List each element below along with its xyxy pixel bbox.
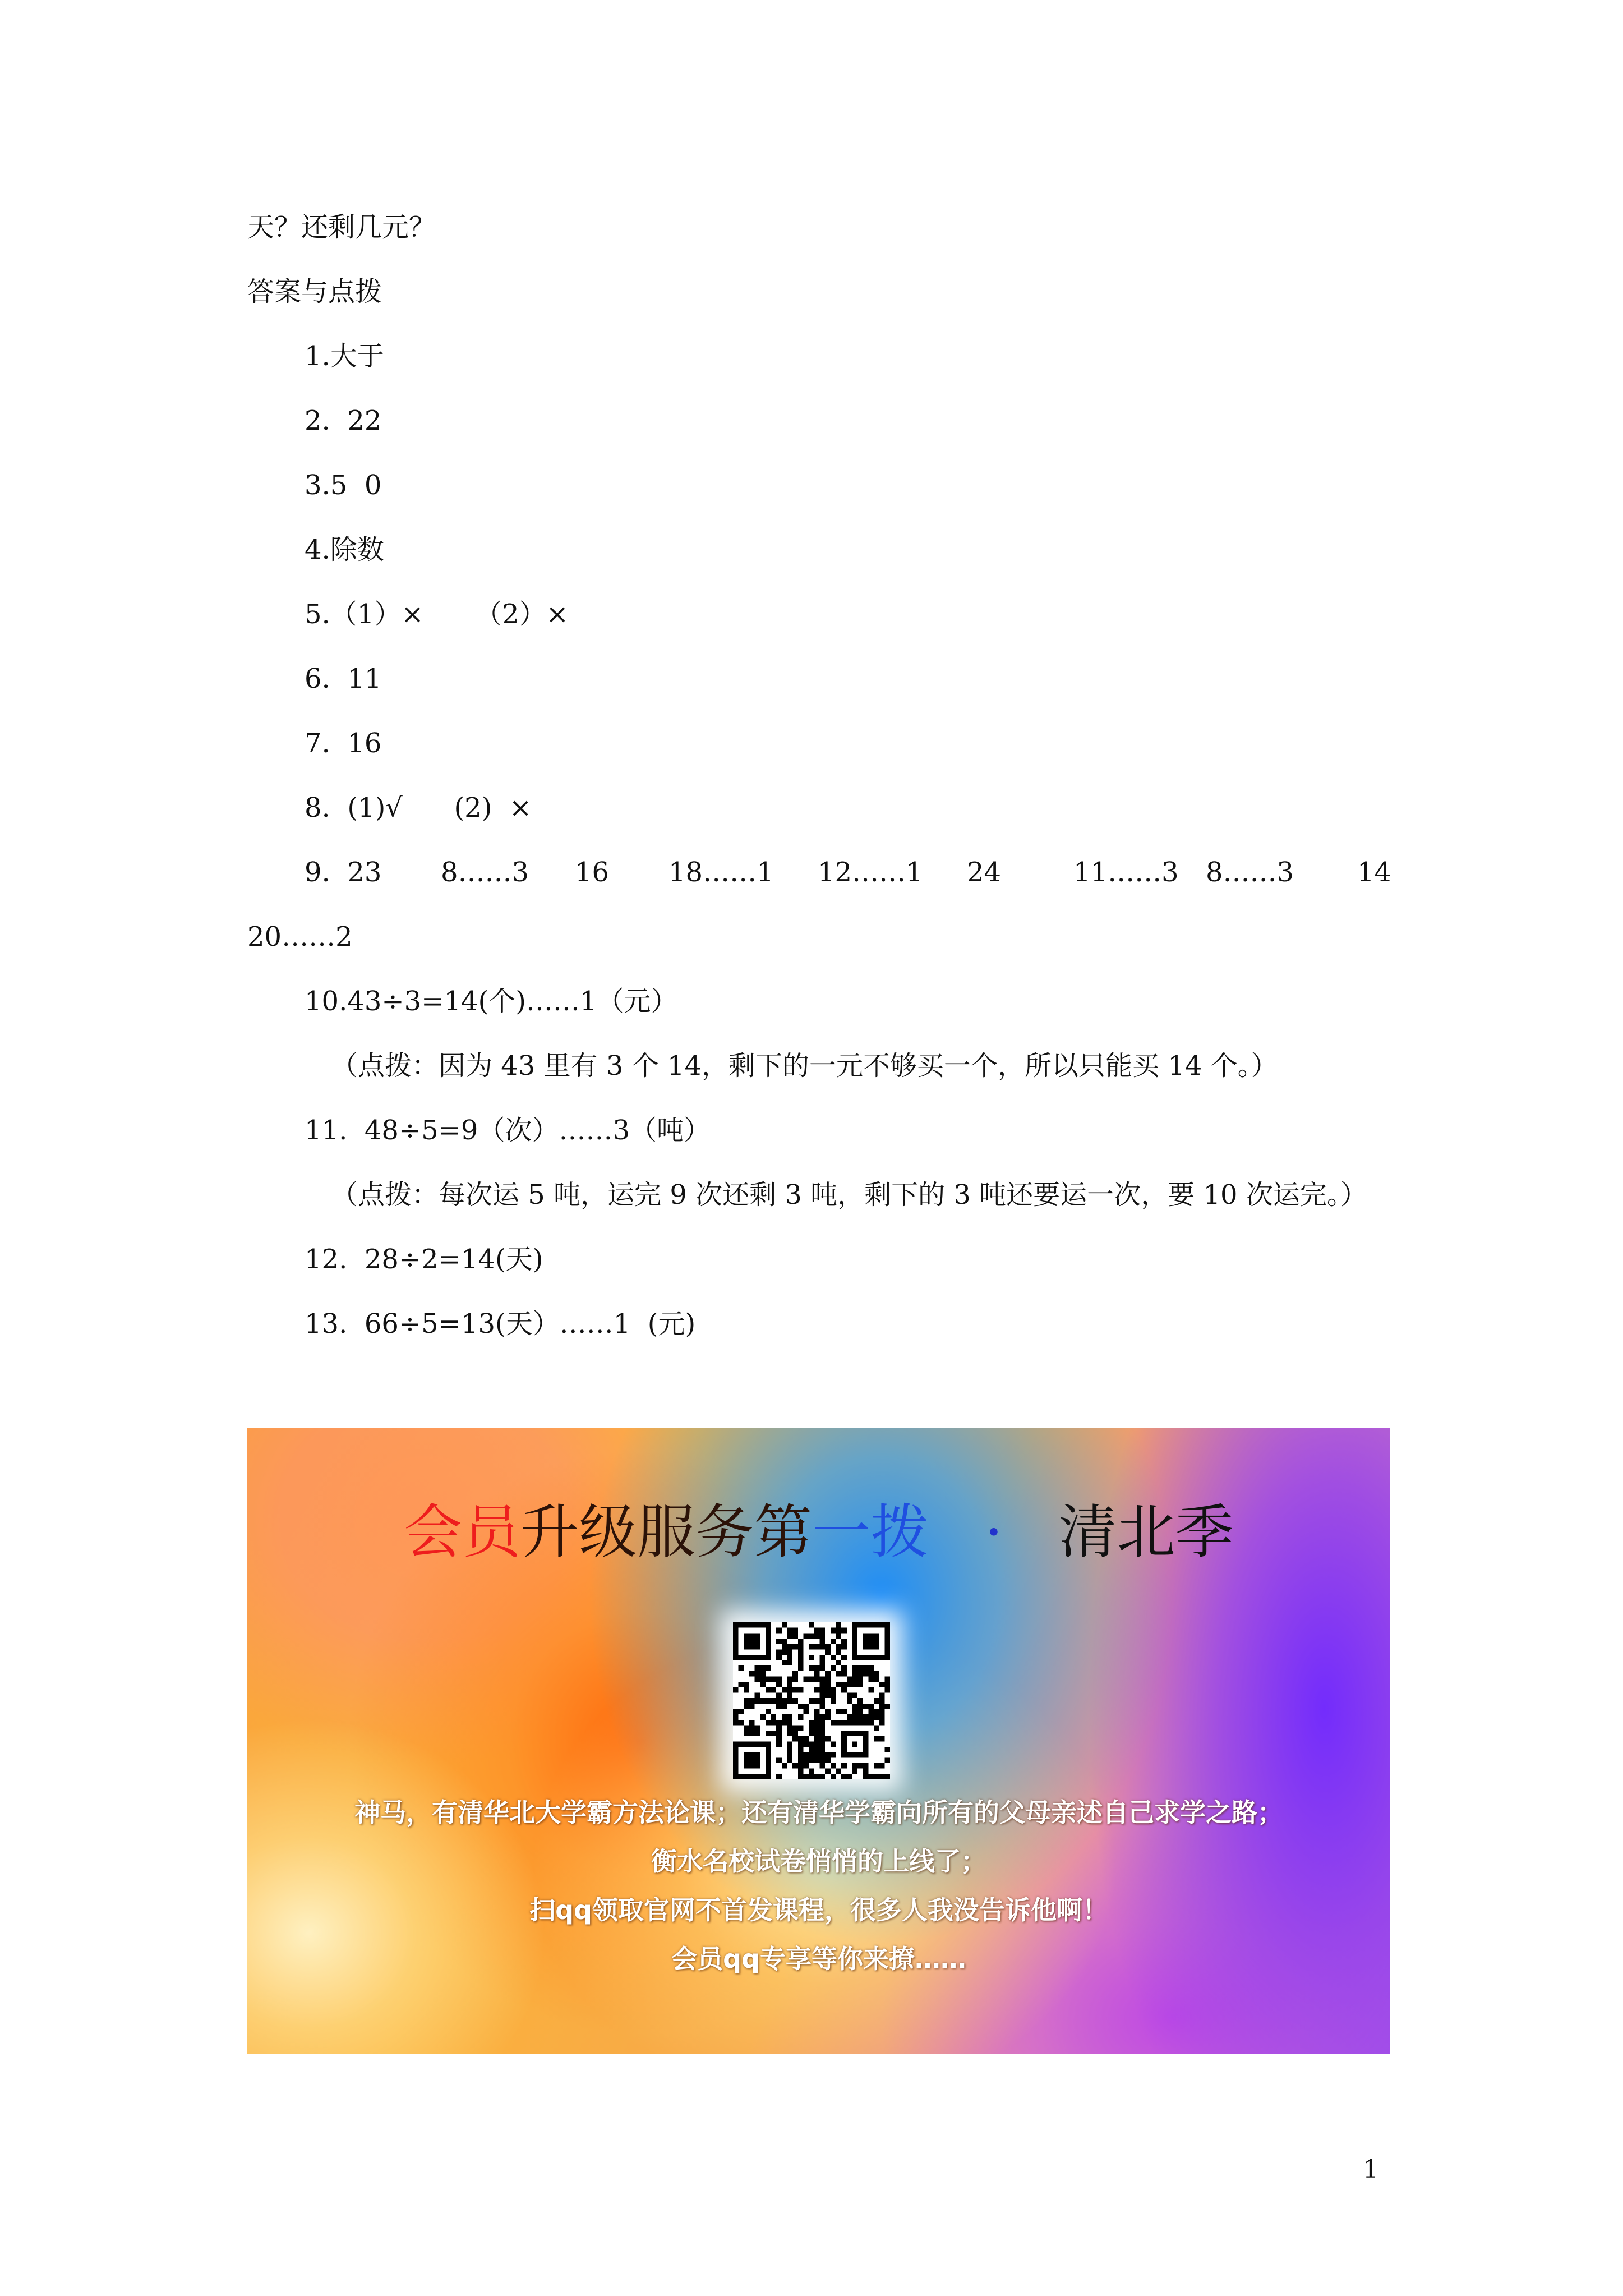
banner-title-upgrade: 升级服务第 <box>520 1498 813 1566</box>
answer-9-item: 16 <box>575 857 610 888</box>
banner-title-dot: · <box>984 1498 1003 1566</box>
answer-10: 10.43÷3=14(个)……1（元） <box>305 986 678 1017</box>
banner-line-1: 神马，有清华北大学霸方法论课；还有清华学霸向所有的父母亲述自己求学之路； <box>354 1797 1283 1828</box>
answer-11: 11. 48÷5=9（次）……3（吨） <box>305 1115 711 1146</box>
answer-10-hint: （点拨：因为 43 里有 3 个 14，剩下的一元不够买一个，所以只能买 14 个。） <box>331 1050 1278 1082</box>
answer-6: 6. 11 <box>305 663 382 694</box>
answer-1: 1.大于 <box>305 341 384 372</box>
banner-line-3: 扫qq领取官网不首发课程，很多人我没告诉他啊！ <box>529 1895 1108 1925</box>
answer-12: 12. 28÷2=14(天) <box>305 1244 543 1275</box>
answer-7: 7. 16 <box>305 728 382 759</box>
answer-9-item: 20……2 <box>247 921 353 953</box>
answers-heading: 答案与点拨 <box>247 276 382 307</box>
answer-3: 3.5 0 <box>305 470 382 501</box>
answer-4: 4.除数 <box>305 534 384 565</box>
answer-5: 5.（1）× （2）× <box>305 599 569 630</box>
answer-8: 8. (1)√ (2) × <box>305 792 532 823</box>
answer-13: 13. 66÷5=13(天）……1 (元) <box>305 1308 696 1340</box>
continuation-text: 天？还剩几元？ <box>247 211 436 243</box>
answer-9-item: 9. 23 <box>305 857 382 888</box>
answer-9-item: 11……3 <box>1073 857 1179 888</box>
banner-title-season: 清北季 <box>1058 1498 1234 1566</box>
answer-9-item: 12……1 <box>818 857 923 888</box>
answer-2: 2. 22 <box>305 405 382 436</box>
answer-9-item: 24 <box>967 857 1002 888</box>
answer-9-item: 18……1 <box>668 857 774 888</box>
banner-title <box>247 1496 1390 1568</box>
answer-9-item: 8……3 <box>441 857 529 888</box>
banner-title-first-batch: 一拨 <box>812 1498 929 1566</box>
answer-9-item: 8……3 <box>1206 857 1294 888</box>
page-number: 1 <box>1363 2155 1378 2184</box>
qr-code[interactable] <box>733 1622 890 1779</box>
promo-banner <box>247 1428 1390 2054</box>
banner-title-member: 会员 <box>404 1498 521 1566</box>
answer-11-hint: （点拨：每次运 5 吨，运完 9 次还剩 3 吨，剩下的 3 吨还要运一次，要 10 次运完。） <box>331 1179 1367 1211</box>
banner-line-2: 衡水名校试卷悄悄的上线了； <box>651 1846 986 1876</box>
answer-9-item: 14 <box>1357 857 1392 888</box>
banner-line-4: 会员qq专享等你来撩…… <box>671 1944 966 1974</box>
